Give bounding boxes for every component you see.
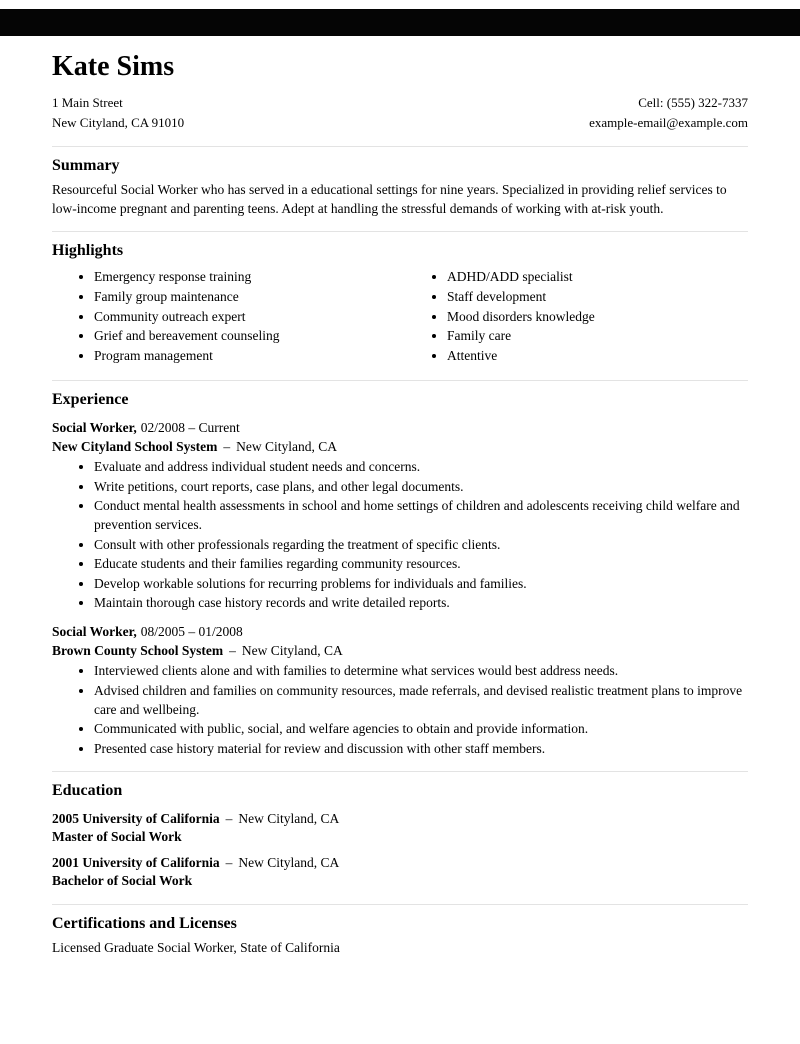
list-item: • Develop workable solutions for recurring problems for individuals and families.	[94, 575, 748, 594]
list-item: • Evaluate and address individual student needs and concerns.	[94, 458, 748, 477]
highlights-list-left	[52, 268, 427, 365]
education-school: 2001 University of California	[52, 854, 220, 870]
education-school-line	[52, 810, 748, 829]
list-item: • Consult with other professionals regarding the treatment of specific clients.	[94, 536, 748, 555]
list-item: • Maintain thorough case history records and write detailed reports.	[94, 594, 748, 613]
dash-separator: –	[225, 810, 233, 826]
job-dates: 08/2005 – 01/2008	[140, 624, 243, 639]
experience-heading: Experience	[52, 390, 129, 408]
list-item: • Communicated with public, social, and welfare agencies to obtain and provide information.	[94, 720, 748, 739]
job-company: New Cityland School System	[52, 438, 218, 454]
job-company: Brown County School System	[52, 643, 224, 659]
section-certifications	[52, 904, 748, 958]
dash-separator: –	[229, 643, 236, 659]
list-item: • Attentive	[447, 347, 748, 366]
list-item: • Write petitions, court reports, case plans, and other legal documents.	[94, 478, 748, 497]
highlights-heading: Highlights	[52, 242, 124, 260]
contact-address	[52, 93, 184, 133]
resume-page	[0, 9, 800, 958]
education-location: New Cityland, CA	[238, 854, 340, 870]
list-item: • Emergency response training	[94, 268, 427, 287]
education-school: 2005 University of California	[52, 810, 220, 826]
list-item: • Mood disorders knowledge	[447, 308, 748, 327]
summary-heading: Summary	[52, 157, 120, 175]
certifications-heading: Certifications and Licenses	[52, 915, 237, 933]
section-education	[52, 771, 748, 891]
job-title: Social Worker,	[52, 624, 137, 639]
list-item: • Interviewed clients alone and with families to determine what services would best address needs.	[94, 662, 748, 681]
job-title: Social Worker,	[52, 419, 137, 435]
dash-separator: –	[225, 854, 233, 870]
job-bullet-list	[52, 458, 748, 613]
education-heading: Education	[52, 782, 123, 800]
job-location: New Cityland, CA	[241, 643, 343, 659]
education-entry	[52, 810, 748, 847]
job-dates: 02/2008 – Current	[140, 419, 240, 435]
address-line-1: 1 Main Street	[52, 94, 123, 110]
list-item: • Advised children and families on community resources, made referrals, and devised realistic treatment plans to improve care and wellbeing.	[94, 682, 748, 719]
list-item: • Conduct mental health assessments in school and home settings of children and adolescents receiving child welfare and prevention services.	[94, 497, 748, 534]
list-item: • Family group maintenance	[94, 288, 427, 307]
top-accent-bar	[0, 9, 800, 36]
contact-phone-email	[589, 93, 748, 133]
highlights-column-left	[52, 266, 427, 366]
list-item: • Family care	[447, 327, 748, 346]
section-experience	[52, 380, 748, 759]
section-summary	[52, 146, 748, 218]
list-item: • Community outreach expert	[94, 308, 427, 327]
contact-block	[52, 93, 748, 133]
job-bullet-list	[52, 662, 748, 758]
job-title-line	[52, 418, 748, 437]
education-degree: Master of Social Work	[52, 829, 182, 845]
list-item: • Educate students and their families regarding community resources.	[94, 555, 748, 574]
section-highlights	[52, 231, 748, 366]
highlights-list-right	[427, 268, 748, 365]
email-address: example-email@example.com	[589, 114, 748, 130]
resume-content	[0, 36, 800, 958]
dash-separator: –	[223, 438, 231, 454]
candidate-name: Kate Sims	[52, 51, 175, 82]
job-company-line	[52, 641, 748, 660]
phone-number: Cell: (555) 322-7337	[638, 94, 748, 110]
job-location: New Cityland, CA	[236, 438, 338, 454]
certifications-text: Licensed Graduate Social Worker, State of California	[52, 940, 340, 956]
education-location: New Cityland, CA	[238, 810, 340, 826]
list-item: • Staff development	[447, 288, 748, 307]
list-item: • ADHD/ADD specialist	[447, 268, 748, 287]
education-school-line	[52, 854, 748, 873]
list-item: • Presented case history material for review and discussion with other staff members.	[94, 740, 748, 759]
education-entry	[52, 854, 748, 891]
highlights-columns	[52, 266, 748, 366]
job-company-line	[52, 437, 748, 456]
job-entry	[52, 622, 748, 758]
address-line-2: New Cityland, CA 91010	[52, 114, 185, 130]
highlights-column-right	[427, 266, 748, 366]
job-entry	[52, 418, 748, 613]
list-item: • Program management	[94, 347, 427, 366]
education-degree: Bachelor of Social Work	[52, 873, 193, 889]
list-item: • Grief and bereavement counseling	[94, 327, 427, 346]
summary-text: Resourceful Social Worker who has served in a educational settings for nine years. Specialized in providing relief services to low-income pregnant and parenting teens. Adept at handling the stressful demands of working with at-risk youth.	[52, 182, 727, 216]
job-title-line	[52, 622, 748, 641]
